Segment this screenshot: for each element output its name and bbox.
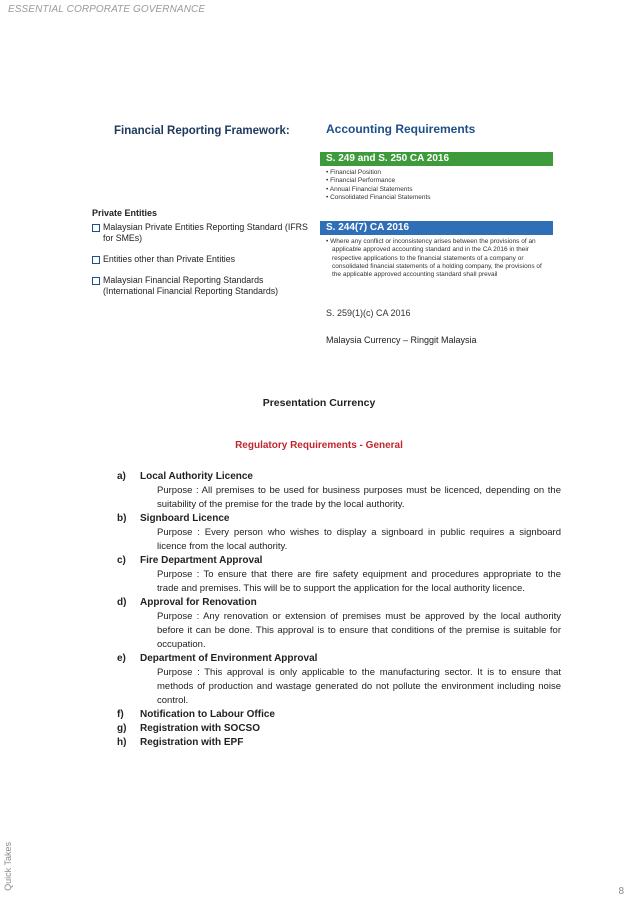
requirement-item: [117, 470, 561, 512]
list-item: [92, 254, 312, 265]
requirement-title: Notification to Labour Office: [140, 709, 275, 720]
checkbox-icon: [92, 277, 100, 285]
requirement-title: Local Authority Licence: [140, 471, 253, 482]
list-item-text: Entities other than Private Entities: [103, 254, 236, 264]
requirement-letter: d): [117, 597, 127, 608]
page-number: 8: [618, 886, 624, 897]
requirement-letter: g): [117, 723, 127, 734]
bullet-item: • Where any conflict or inconsistency arises between the provisions of an applicable approved accounting standard and in the CA 2016 in their respective applications to the financial statements of a company or consolidated financial statements of a holding company, the provisions of the applicable approved accounting standard shall prevail: [326, 238, 548, 279]
requirement-desc: Purpose : This approval is only applicable to the manufacturing sector. It is to ensure that methods of production and wastage generated do not pollute the environment including noise control.: [157, 667, 561, 706]
figure-left-title: Financial Reporting Framework:: [114, 125, 290, 137]
requirement-desc: Purpose : All premises to be used for business purposes must be licenced, depending on the suitability of the premise for the trade by the local authority.: [157, 485, 561, 510]
requirement-letter: a): [117, 471, 126, 482]
running-header: ESSENTIAL CORPORATE GOVERNANCE: [8, 4, 206, 15]
requirement-title: Approval for Renovation: [140, 597, 257, 608]
list-item-text: Malaysian Private Entities Reporting Standard (IFRS for SMEs): [103, 222, 308, 243]
list-item: [92, 222, 312, 244]
requirement-letter: c): [117, 555, 126, 566]
requirement-item: [117, 652, 561, 708]
requirement-item: [117, 554, 561, 596]
reference-text: S. 259(1)(c) CA 2016: [326, 308, 411, 318]
requirement-item: [117, 708, 561, 722]
private-entities-title: Private Entities: [92, 208, 158, 218]
financial-reporting-figure: [90, 118, 560, 358]
requirement-title: Department of Environment Approval: [140, 653, 318, 664]
requirement-letter: b): [117, 513, 127, 524]
requirements-list: [117, 470, 561, 750]
requirement-item: [117, 736, 561, 750]
currency-text: Malaysia Currency – Ringgit Malaysia: [326, 335, 477, 345]
section2-bar: S. 244(7) CA 2016: [320, 221, 553, 235]
requirement-item: [117, 722, 561, 736]
bullet-item: • Consolidated Financial Statements: [326, 194, 431, 202]
requirement-desc: Purpose : Every person who wishes to display a signboard in public requires a signboard licence from the local authority.: [157, 527, 561, 552]
section2-bullets: [326, 238, 548, 279]
requirement-title: Registration with SOCSO: [140, 723, 261, 734]
requirement-title: Registration with EPF: [140, 737, 244, 748]
side-label: Quick Takes: [3, 842, 13, 891]
requirement-letter: h): [117, 737, 127, 748]
bullet-item: • Financial Position: [326, 169, 431, 177]
list-item-text: Malaysian Financial Reporting Standards (International Financial Reporting Standards): [103, 275, 279, 296]
requirement-desc: Purpose : To ensure that there are fire safety equipment and procedures appropriate to the trade and premises. This will be to support the application for the local authority licence.: [157, 569, 561, 594]
list-item: [92, 275, 312, 297]
requirement-title: Fire Department Approval: [140, 555, 263, 566]
requirement-title: Signboard Licence: [140, 513, 230, 524]
requirement-item: [117, 596, 561, 652]
private-entities-list: [92, 222, 312, 307]
requirement-desc: Purpose : Any renovation or extension of premises must be approved by the local authority before it can be done. This approval is to ensure that conditions of the premise is suitable for occupation.: [157, 611, 561, 650]
presentation-title: Presentation Currency: [262, 397, 376, 409]
requirement-letter: f): [117, 709, 124, 720]
bullet-item: • Annual Financial Statements: [326, 186, 431, 194]
checkbox-icon: [92, 224, 100, 232]
requirement-letter: e): [117, 653, 126, 664]
section1-bar: S. 249 and S. 250 CA 2016: [320, 152, 553, 166]
bullet-item: • Financial Performance: [326, 177, 431, 185]
regulatory-title: Regulatory Requirements - General: [235, 440, 403, 451]
section1-bullets: [326, 169, 431, 202]
checkbox-icon: [92, 256, 100, 264]
requirement-item: [117, 512, 561, 554]
figure-right-title: Accounting Requirements: [326, 122, 476, 136]
